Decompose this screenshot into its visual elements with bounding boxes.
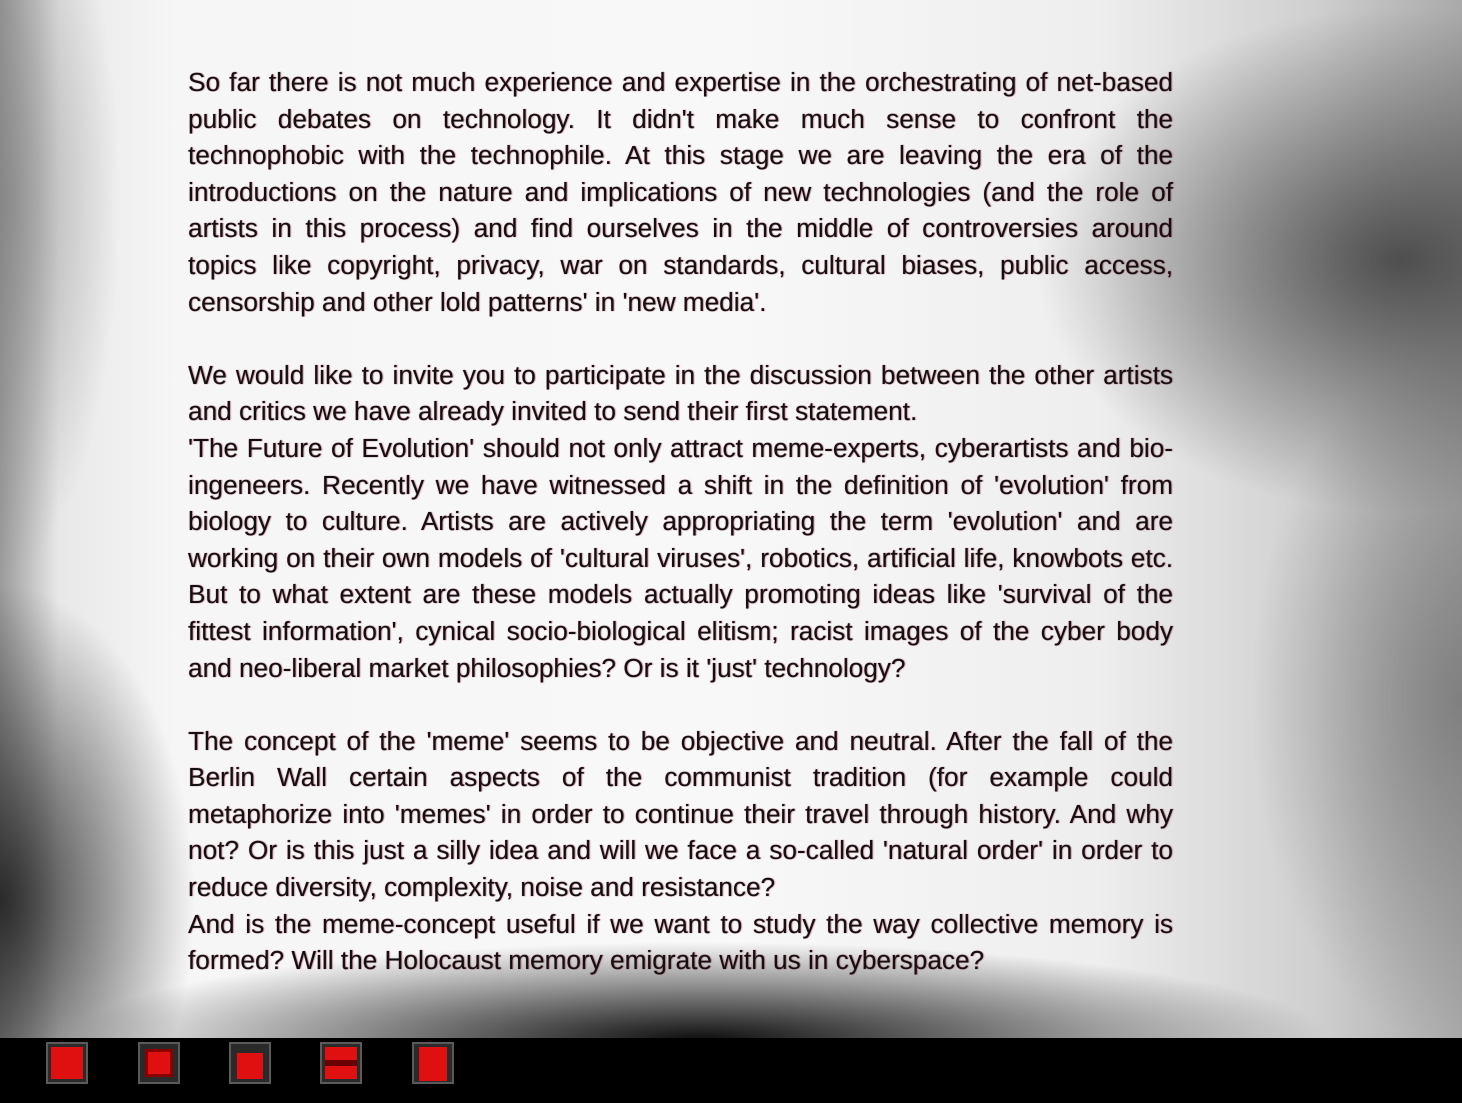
- nav-button-1[interactable]: [46, 1042, 88, 1084]
- paragraph-3: 'The Future of Evolution' should not only attract meme-experts, cyberartists and bio-ingeneers. Recently we have witnessed a shift in the definition of 'evolution' from biology to culture. Artists are actively appropriating the term 'evolution' and are working on their own models of 'cultural viruses', robotics, artificial life, knowbots etc. But to what extent are these models actually promoting ideas like 'survival of the fittest information', cynical socio-biological elitism; racist images of the cyber body and neo-liberal market philosophies? Or is it 'just' technology?: [188, 432, 1173, 683]
- nav-button-2[interactable]: [138, 1042, 180, 1084]
- paragraph-1: So far there is not much experience and expertise in the orchestrating of net-based public debates on technology. It didn't make much sense to confront the technophobic with the technophile. At this stage we are leaving the era of the introductions on the nature and implications of new technologies (and the role of artists in this process) and find ourselves in the middle of controversies around topics like copyright, privacy, war on standards, cultural biases, public access, censorship and other lold patterns' in 'new media'.: [188, 67, 1173, 317]
- red-notch-icon: [237, 1047, 263, 1079]
- document-text: [188, 64, 1173, 979]
- nav-button-4[interactable]: [320, 1042, 362, 1084]
- paragraph-5: And is the meme-concept useful if we want to study the way collective memory is formed? Will the Holocaust memory emigrate with us in cyberspace?: [188, 908, 1173, 976]
- navigation-toolbar: [0, 1038, 1462, 1103]
- red-block-icon: [419, 1047, 447, 1081]
- nav-button-3[interactable]: [229, 1042, 271, 1084]
- red-h-icon: [325, 1047, 357, 1079]
- nav-button-5[interactable]: [412, 1042, 454, 1084]
- red-frame-icon: [145, 1049, 173, 1077]
- red-square-icon: [51, 1047, 83, 1079]
- paragraph-4: The concept of the 'meme' seems to be objective and neutral. After the fall of the Berlin Wall certain aspects of the communist tradition (for example could metaphorize into 'memes' in order to continue their travel through history. And why not? Or is this just a silly idea and will we face a so-called 'natural order' in order to reduce diversity, complexity, noise and resistance?: [188, 725, 1173, 903]
- paragraph-2: We would like to invite you to participate in the discussion between the other artists and critics we have already invited to send their first statement.: [188, 359, 1173, 427]
